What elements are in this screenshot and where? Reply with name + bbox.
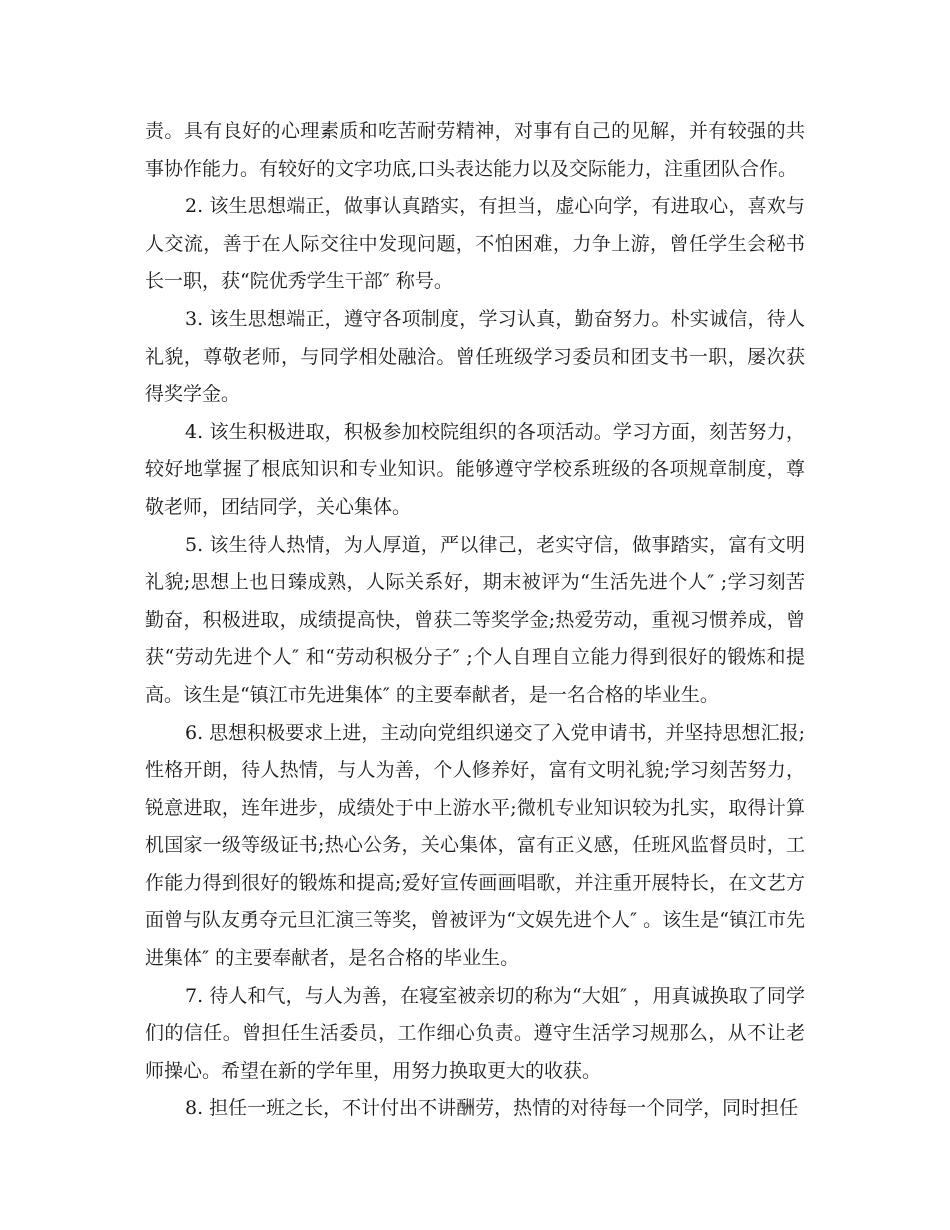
paragraph-text: 该生思想端正，做事认真踏实，有担当，虚心向学，有进取心，喜欢与人交流，善于在人际交往中发现问题，不怕困难，力争上游，曾任学生会秘书长一职，获“院优秀学生干部″ 称号。 — [145, 195, 805, 293]
paragraph-1 — [145, 113, 805, 188]
paragraph-4 — [145, 414, 805, 527]
paragraph-7 — [145, 978, 805, 1091]
paragraph-3 — [145, 301, 805, 414]
paragraph-8 — [145, 1090, 805, 1128]
paragraph-number: 6. — [185, 721, 204, 744]
paragraph-5 — [145, 527, 805, 715]
paragraph-text: 思想积极要求上进，主动向党组织递交了入党申请书，并坚持思想汇报;性格开朗，待人热情，与人为善，个人修养好，富有文明礼貌;学习刻苦努力，锐意进取，连年进步，成绩处于中上游水平;微机专业知识较为扎实，取得计算机国家一级等级证书;热心公务，关心集体，富有正义感，任班风监督员时，工作能力得到很好的锻炼和提高;爱好宣传画画唱歌，并注重开展特长，在文艺方面曾与队友勇夺元旦汇演三等奖，曾被评为“文娱先进个人″ 。该生是“镇江市先进集体″ 的主要奉献者，是名合格的毕业生。 — [145, 721, 805, 970]
paragraph-text: 该生待人热情，为人厚道，严以律己，老实守信，做事踏实，富有文明礼貌;思想上也日臻成熟，人际关系好，期末被评为“生活先进个人″ ;学习刻苦勤奋，积极进取，成绩提高快，曾获二等奖学金;热爱劳动，重视习惯养成，曾获“劳动先进个人″ 和“劳动积极分子″ ;个人自理自立能力得到很好的锻炼和提高。该生是“镇江市先进集体″ 的主要奉献者，是一名合格的毕业生。 — [145, 533, 805, 706]
paragraph-6 — [145, 715, 805, 978]
paragraph-text: 担任一班之长，不计付出不讲酬劳，热情的对待每一个同学，同时担任 — [209, 1097, 799, 1120]
document-body — [145, 113, 805, 1128]
paragraph-number: 8. — [185, 1097, 204, 1120]
paragraph-2 — [145, 188, 805, 301]
paragraph-text: 待人和气，与人为善，在寝室被亲切的称为“大姐″ ，用真诚换取了同学们的信任。曾担任生活委员，工作细心负责。遵守生活学习规那么，从不让老师操心。希望在新的学年里，用努力换取更大的收获。 — [145, 984, 805, 1082]
paragraph-number: 3. — [185, 307, 204, 330]
paragraph-text: 该生积极进取，积极参加校院组织的各项活动。学习方面，刻苦努力，较好地掌握了根底知识和专业知识。能够遵守学校系班级的各项规章制度，尊敬老师，团结同学，关心集体。 — [145, 420, 805, 518]
paragraph-number: 4. — [185, 420, 204, 443]
paragraph-text: 责。具有良好的心理素质和吃苦耐劳精神，对事有自己的见解，并有较强的共事协作能力。有较好的文字功底,口头表达能力以及交际能力，注重团队合作。 — [145, 120, 805, 180]
paragraph-number: 7. — [185, 984, 204, 1007]
paragraph-number: 2. — [185, 195, 204, 218]
paragraph-number: 5. — [185, 533, 204, 556]
paragraph-text: 该生思想端正，遵守各项制度，学习认真，勤奋努力。朴实诚信，待人礼貌，尊敬老师，与同学相处融洽。曾任班级学习委员和团支书一职，屡次获得奖学金。 — [145, 307, 805, 406]
